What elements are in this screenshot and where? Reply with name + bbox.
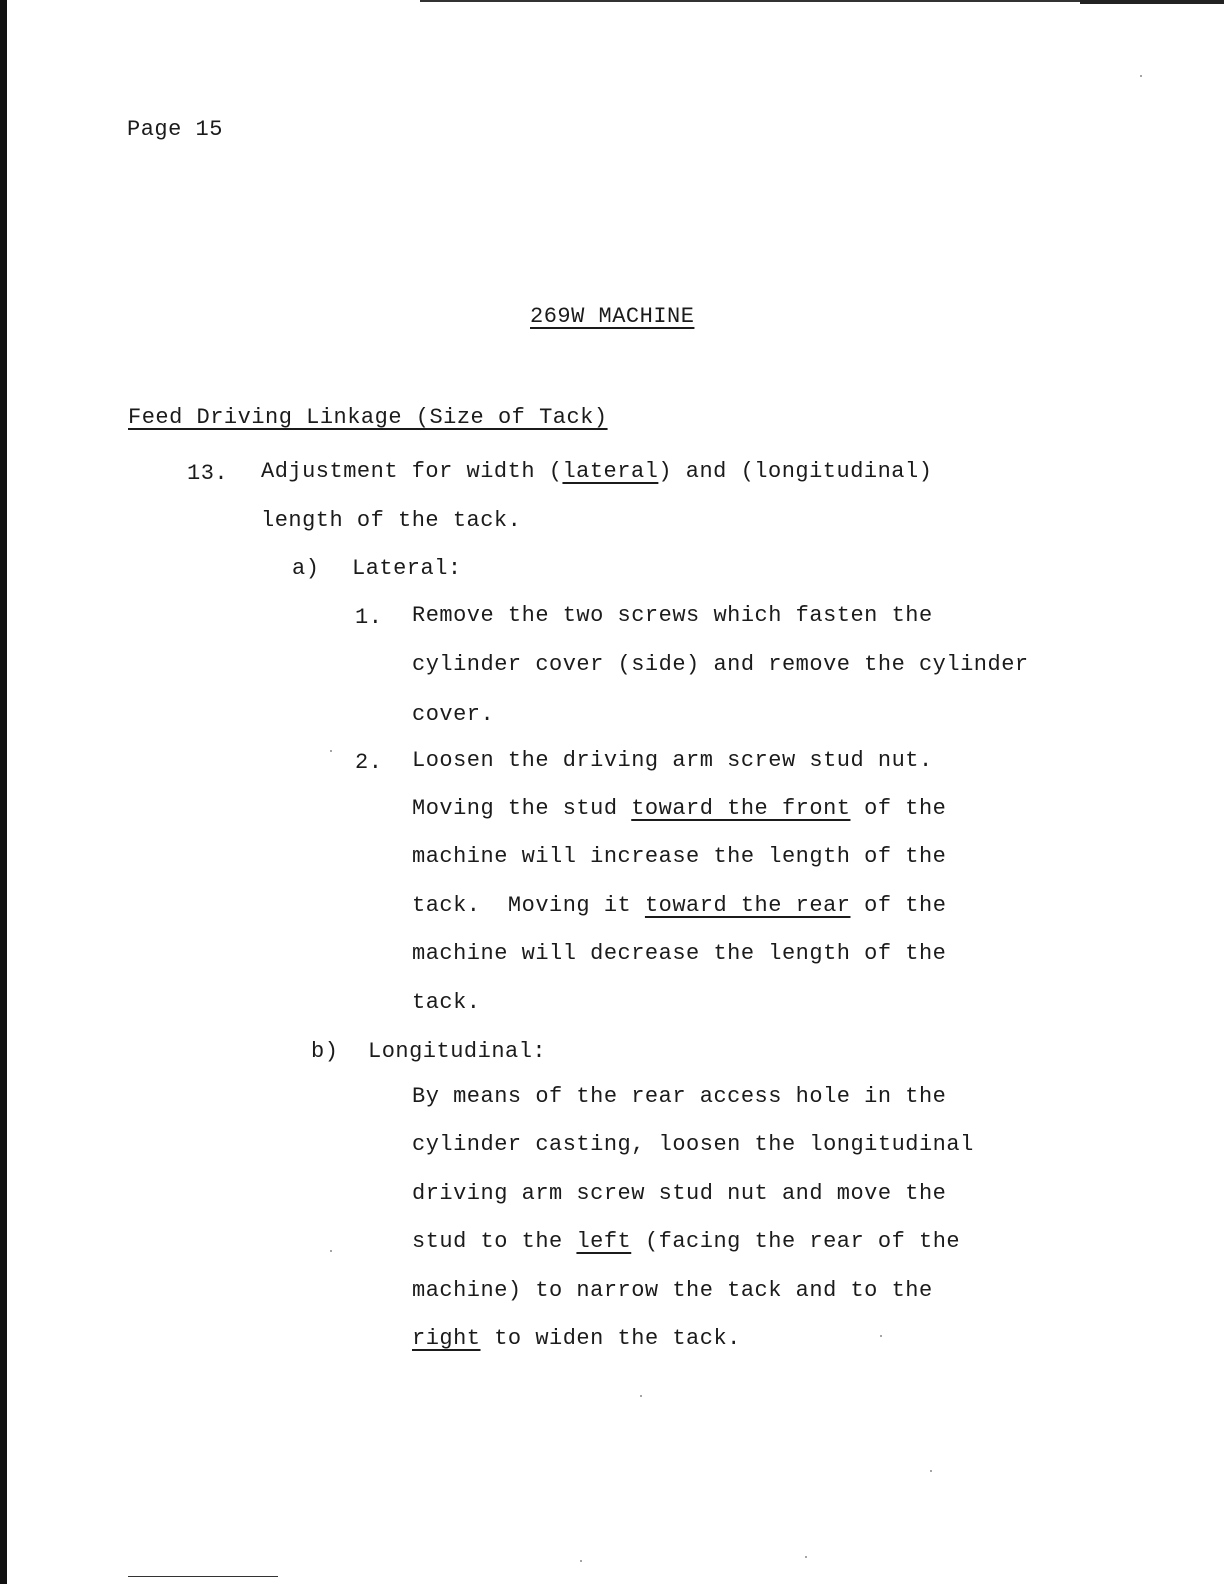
step1-line-1: Remove the two screws which fasten the <box>412 603 933 628</box>
long-line-4: stud to the left (facing the rear of the <box>412 1229 961 1254</box>
step2-line-3: machine will increase the length of the <box>412 844 947 869</box>
sub-marker-a: a) <box>292 556 320 581</box>
long-line-5: machine) to narrow the tack and to the <box>412 1278 933 1303</box>
step2-line-6: tack. <box>412 990 481 1015</box>
long-line-6: right to widen the tack. <box>412 1326 741 1351</box>
step-number-2: 2. <box>355 750 383 775</box>
sub-label-lateral: Lateral: <box>352 556 462 581</box>
scan-speck <box>330 1250 332 1252</box>
scan-speck <box>1140 75 1142 77</box>
scan-speck <box>880 1335 882 1337</box>
step2-line-4: tack. Moving it toward the rear of the <box>412 893 947 918</box>
step1-line-2: cylinder cover (side) and remove the cylinder <box>412 652 1029 677</box>
page-label: Page 15 <box>127 117 223 142</box>
scan-speck <box>580 1560 582 1562</box>
page-title: 269W MACHINE <box>530 304 695 329</box>
long-line-1: By means of the rear access hole in the <box>412 1084 947 1109</box>
scan-speck <box>805 1556 807 1558</box>
sub-marker-b: b) <box>311 1039 339 1064</box>
item-line-1: Adjustment for width (lateral) and (longitudinal) <box>261 459 933 484</box>
scan-edge-top-dark <box>1080 0 1224 4</box>
item-line-2: length of the tack. <box>261 508 522 533</box>
scan-edge-left <box>0 0 7 1584</box>
long-line-2: cylinder casting, loosen the longitudinal <box>412 1132 974 1157</box>
scan-speck <box>640 1395 642 1397</box>
step2-line-2: Moving the stud toward the front of the <box>412 796 947 821</box>
step-number-1: 1. <box>355 605 383 630</box>
item-number: 13. <box>187 461 229 486</box>
step2-line-5: machine will decrease the length of the <box>412 941 947 966</box>
sub-label-longitudinal: Longitudinal: <box>368 1039 547 1064</box>
section-heading: Feed Driving Linkage (Size of Tack) <box>128 405 608 430</box>
scan-speck <box>930 1470 932 1472</box>
scan-speck <box>330 750 332 752</box>
step2-line-1: Loosen the driving arm screw stud nut. <box>412 748 933 773</box>
footer-rule <box>128 1576 278 1577</box>
step1-line-3: cover. <box>412 702 495 727</box>
long-line-3: driving arm screw stud nut and move the <box>412 1181 947 1206</box>
